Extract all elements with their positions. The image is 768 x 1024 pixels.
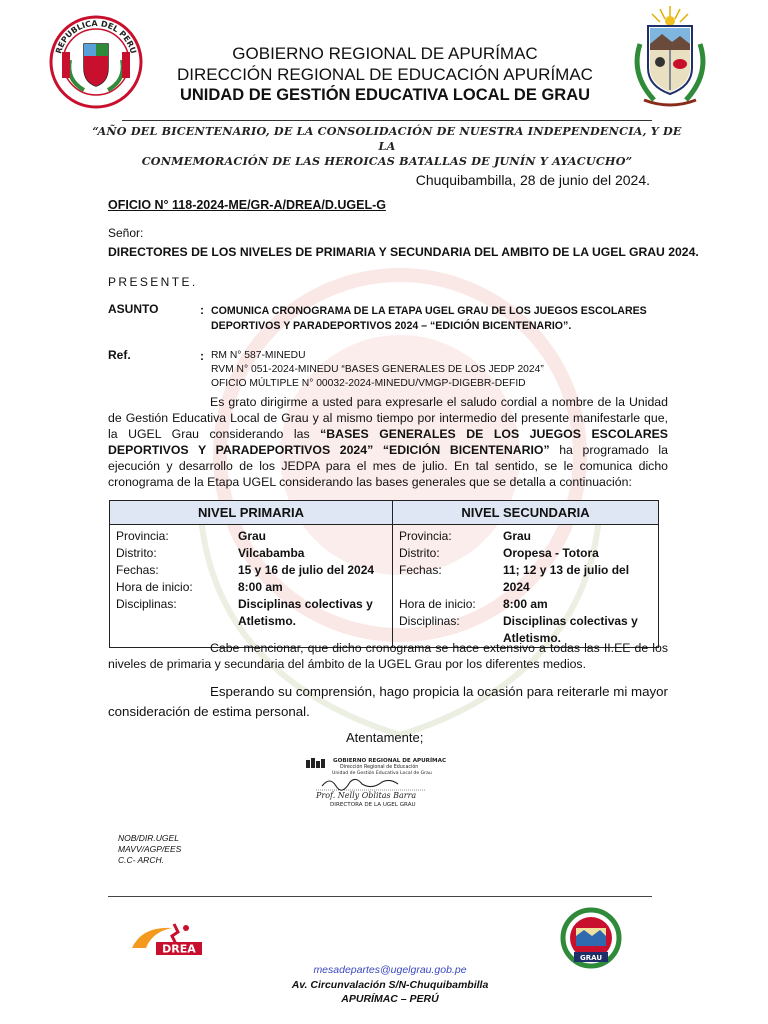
secundaria-fechas-label: Fechas: [399,563,442,577]
asunto-colon: : [200,303,204,317]
motto-line-1: “AÑO DEL BICENTENARIO, DE LA CONSOLIDACIÓN DE NUESTRA INDEPENDENCIA, Y DE LA [92,124,682,153]
secundaria-disciplinas-2: Atletismo. [503,631,562,645]
secundaria-provincia-label: Provincia: [399,529,452,543]
secundaria-fechas: 11; 12 y 13 de julio del 2024 [503,563,630,594]
header-rule [122,120,652,121]
primaria-hora-label: Hora de inicio: [116,580,193,594]
apurimac-region-seal [620,4,720,110]
spacer [116,613,238,630]
stamp-line-2: Dirección Regional de Educación [340,765,419,770]
asunto-text: COMUNICA CRONOGRAMA DE LA ETAPA UGEL GRAU DE LOS JUEGOS ESCOLARES DEPORTIVOS Y PARADEPORTIVOS 2024 – “EDICIÓN BICENTENARIO”. [211,305,647,332]
p1-part-b: “BASES GENERALES DE LOS JUEGOS ESCOLARES DEPORTIVOS Y PARADEPORTIVOS 2024” “EDICIÓN BICENTENARIO” [108,427,668,457]
secundaria-hora-label: Hora de inicio: [399,597,476,611]
primaria-provincia-label: Provincia: [116,529,169,543]
secundaria-hora: 8:00 am [503,597,548,611]
signature-stamp [286,752,456,812]
footer-email[interactable]: mesadepartes@ugelgrau.gob.pe [313,964,467,976]
letter-date: Chuquibambilla, 28 de junio del 2024. [415,172,650,188]
primaria-details [110,525,393,648]
seal-left-lettering [48,12,144,112]
footer-place: APURÍMAC – PERÚ [341,993,439,1005]
secundaria-details [393,525,659,648]
secundaria-header: NIVEL SECUNDARIA [393,501,659,525]
stamp-role: DIRECTORA DE LA UGEL GRAU [330,802,416,808]
salutation: Señor: [108,226,144,240]
stamp-line-3: Unidad de Gestión Educativa Local de Grau [332,771,432,776]
ref-item: RM N° 587-MINEDU [211,350,306,361]
initials-line: NOB/DIR.UGEL [118,833,179,843]
ref-list [211,349,544,391]
primaria-disciplinas-2: Atletismo. [238,614,297,628]
primaria-disciplinas-1: Disciplinas colectivas y [238,597,373,611]
p3-text: Esperando su comprensión, hago propicia la ocasión para reiterarle mi mayor consideración de estima personal. [108,684,668,719]
p2-text: Cabe mencionar, que dicho cronograma se hace extensivo a todas las II.EE de los niveles de primaria y secundaria del ámbito de la UGEL Grau por los diferentes medios. [108,641,668,671]
primaria-hora: 8:00 am [238,580,283,594]
closing: Atentamente; [346,730,424,745]
oficio-number: OFICIO N° 118-2024-ME/GR-A/DREA/D.UGEL-G [108,198,386,212]
header-unit: UNIDAD DE GESTIÓN EDUCATIVA LOCAL DE GRAU [179,86,591,104]
primaria-fechas: 15 y 16 de julio del 2024 [238,563,375,577]
body-paragraph-1 [108,394,668,490]
primaria-provincia: Grau [238,529,267,543]
ref-label: Ref. [108,348,131,362]
primaria-header: NIVEL PRIMARIA [110,501,393,525]
year-motto [92,124,682,169]
secundaria-disciplinas-label: Disciplinas: [399,614,460,628]
secundaria-distrito-label: Distrito: [399,546,440,560]
header-direction: DIRECCIÓN REGIONAL DE EDUCACIÓN APURÍMAC [177,65,593,84]
ref-item: OFICIO MÚLTIPLE N° 00032-2024-MINEDU/VMGP-DIGEBR-DEFID [211,378,526,389]
ref-colon: : [200,349,204,363]
seal-left-text: REPUBLICA DEL PERU [54,18,138,55]
stamp-name: Prof. Nelly Oblitas Barra [316,791,417,800]
body-paragraph-2 [108,640,668,672]
ugel-logo-text: GRAU [579,954,603,962]
primaria-fechas-label: Fechas: [116,563,159,577]
motto-line-2: CONMEMORACIÓN DE LAS HEROICAS BATALLAS DE JUNÍN Y AYACUCHO” [141,154,633,168]
recipients: DIRECTORES DE LOS NIVELES DE PRIMARIA Y SECUNDARIA DEL AMBITO DE LA UGEL GRAU 2024. [108,245,699,259]
secundaria-disciplinas-1: Disciplinas colectivas y [503,614,638,628]
header-government: GOBIERNO REGIONAL DE APURÍMAC [232,44,538,63]
asunto-label: ASUNTO [108,302,159,316]
initials-line: MAVV/AGP/EES [118,844,182,854]
secundaria-provincia: Grau [503,529,532,543]
svg-text:REPUBLICA DEL PERU [54,19,138,55]
footer-rule [108,896,652,897]
stamp-line-1: GOBIERNO REGIONAL DE APURÍMAC [333,758,447,764]
p1-part-c: ha programado la ejecución y desarrollo de los JEDPA para el mes de julio. En tal sentido, se le comunica dicho cronograma de la Etapa UGEL considerando las bases generales que se detalla a continuación: [108,443,668,489]
drea-logo-text: DREA [162,942,196,956]
schedule-table [109,500,659,648]
initials-line: C.C- ARCH. [118,855,164,865]
primaria-distrito: Vilcabamba [238,546,305,560]
primaria-disciplinas-label: Disciplinas: [116,597,177,611]
initials-block [118,833,181,866]
presente: PRESENTE. [108,275,198,289]
drea-logo [128,918,206,958]
secundaria-distrito: Oropesa - Totora [503,546,599,560]
p1-part-a: Es grato dirigirme a usted para expresarle el saludo cordial a nombre de la Unidad de Gestión Educativa Local de Grau y al mismo tiempo por intermedio del presente manifestarle que, la UGEL Grau considerando las [108,395,668,441]
body-paragraph-3 [108,682,668,722]
footer-address: Av. Circunvalación S/N-Chuquibambilla [291,979,489,991]
ref-item: RVM N° 051-2024-MINEDU “BASES GENERALES DE LOS JEDP 2024” [211,364,544,375]
primaria-distrito-label: Distrito: [116,546,157,560]
